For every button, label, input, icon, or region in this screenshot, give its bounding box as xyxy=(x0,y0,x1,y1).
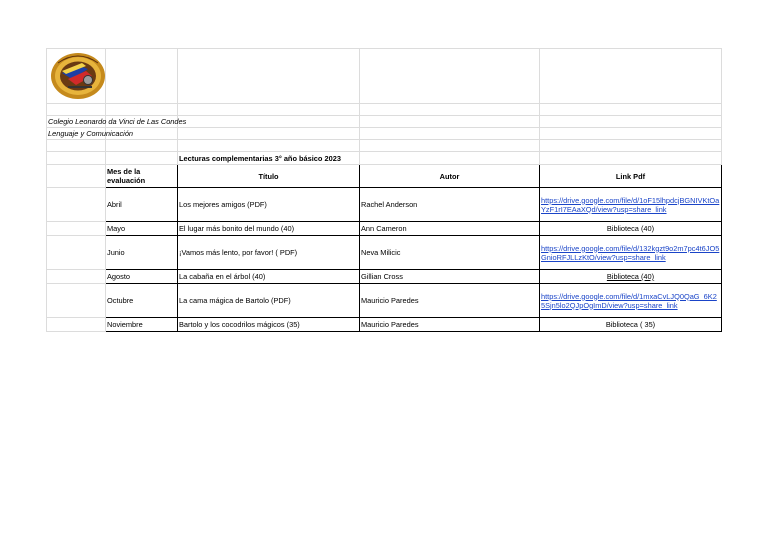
table-row xyxy=(47,236,722,270)
table-row xyxy=(47,188,722,222)
title-cell: La cabaña en el árbol (40) xyxy=(178,270,360,284)
author-cell: Mauricio Paredes xyxy=(360,284,540,318)
column-header-link: Link Pdf xyxy=(540,165,722,188)
subject-name: Lenguaje y Comunicación xyxy=(48,129,134,138)
month-cell: Abril xyxy=(106,188,178,222)
logo-cell xyxy=(47,49,106,104)
table-row xyxy=(47,222,722,236)
library-cell: Biblioteca (40) xyxy=(540,222,722,236)
title-cell: El lugar más bonito del mundo (40) xyxy=(178,222,360,236)
month-cell: Octubre xyxy=(106,284,178,318)
pdf-link[interactable]: https://drive.google.com/file/d/1mxaCvLJQ0QaG_6K25Sjn5lo2QJpOgImD/view?usp=share_link xyxy=(541,291,717,310)
table-row xyxy=(47,318,722,332)
author-cell: Rachel Anderson xyxy=(360,188,540,222)
library-cell: Biblioteca ( 35) xyxy=(540,318,722,332)
author-cell: Neva Milicic xyxy=(360,236,540,270)
title-cell: ¡Vamos más lento, por favor! ( PDF) xyxy=(178,236,360,270)
table-row xyxy=(47,270,722,284)
pdf-link[interactable]: https://drive.google.com/file/d/1oF15lhpdcjBGNIVKtOaYzF1rI7EAaXQd/view?usp=share_link xyxy=(541,195,720,214)
title-cell: La cama mágica de Bartolo (PDF) xyxy=(178,284,360,318)
library-cell: Biblioteca (40) xyxy=(540,270,722,284)
author-cell: Gillian Cross xyxy=(360,270,540,284)
pdf-link[interactable]: https://drive.google.com/file/d/132kgzt9o2m7pc4t6JO5GnioRFJLLzKtO/view?usp=share_link xyxy=(541,243,720,262)
column-header-title: Título xyxy=(178,165,360,188)
title-cell: Los mejores amigos (PDF) xyxy=(178,188,360,222)
author-cell: Mauricio Paredes xyxy=(360,318,540,332)
column-header-author: Autor xyxy=(360,165,540,188)
table-row xyxy=(47,284,722,318)
sheet-title: Lecturas complementarias 3° año básico 2023 xyxy=(178,152,360,165)
author-cell: Ann Cameron xyxy=(360,222,540,236)
title-cell: Bartolo y los cocodrilos mágicos (35) xyxy=(178,318,360,332)
month-cell: Agosto xyxy=(106,270,178,284)
month-cell: Noviembre xyxy=(106,318,178,332)
column-header-month: Mes de la evaluación xyxy=(106,165,178,188)
school-crest-icon xyxy=(48,49,108,101)
month-cell: Junio xyxy=(106,236,178,270)
month-cell: Mayo xyxy=(106,222,178,236)
school-name: Colegio Leonardo da Vinci de Las Condes xyxy=(48,117,187,126)
reading-list-sheet xyxy=(46,48,722,332)
